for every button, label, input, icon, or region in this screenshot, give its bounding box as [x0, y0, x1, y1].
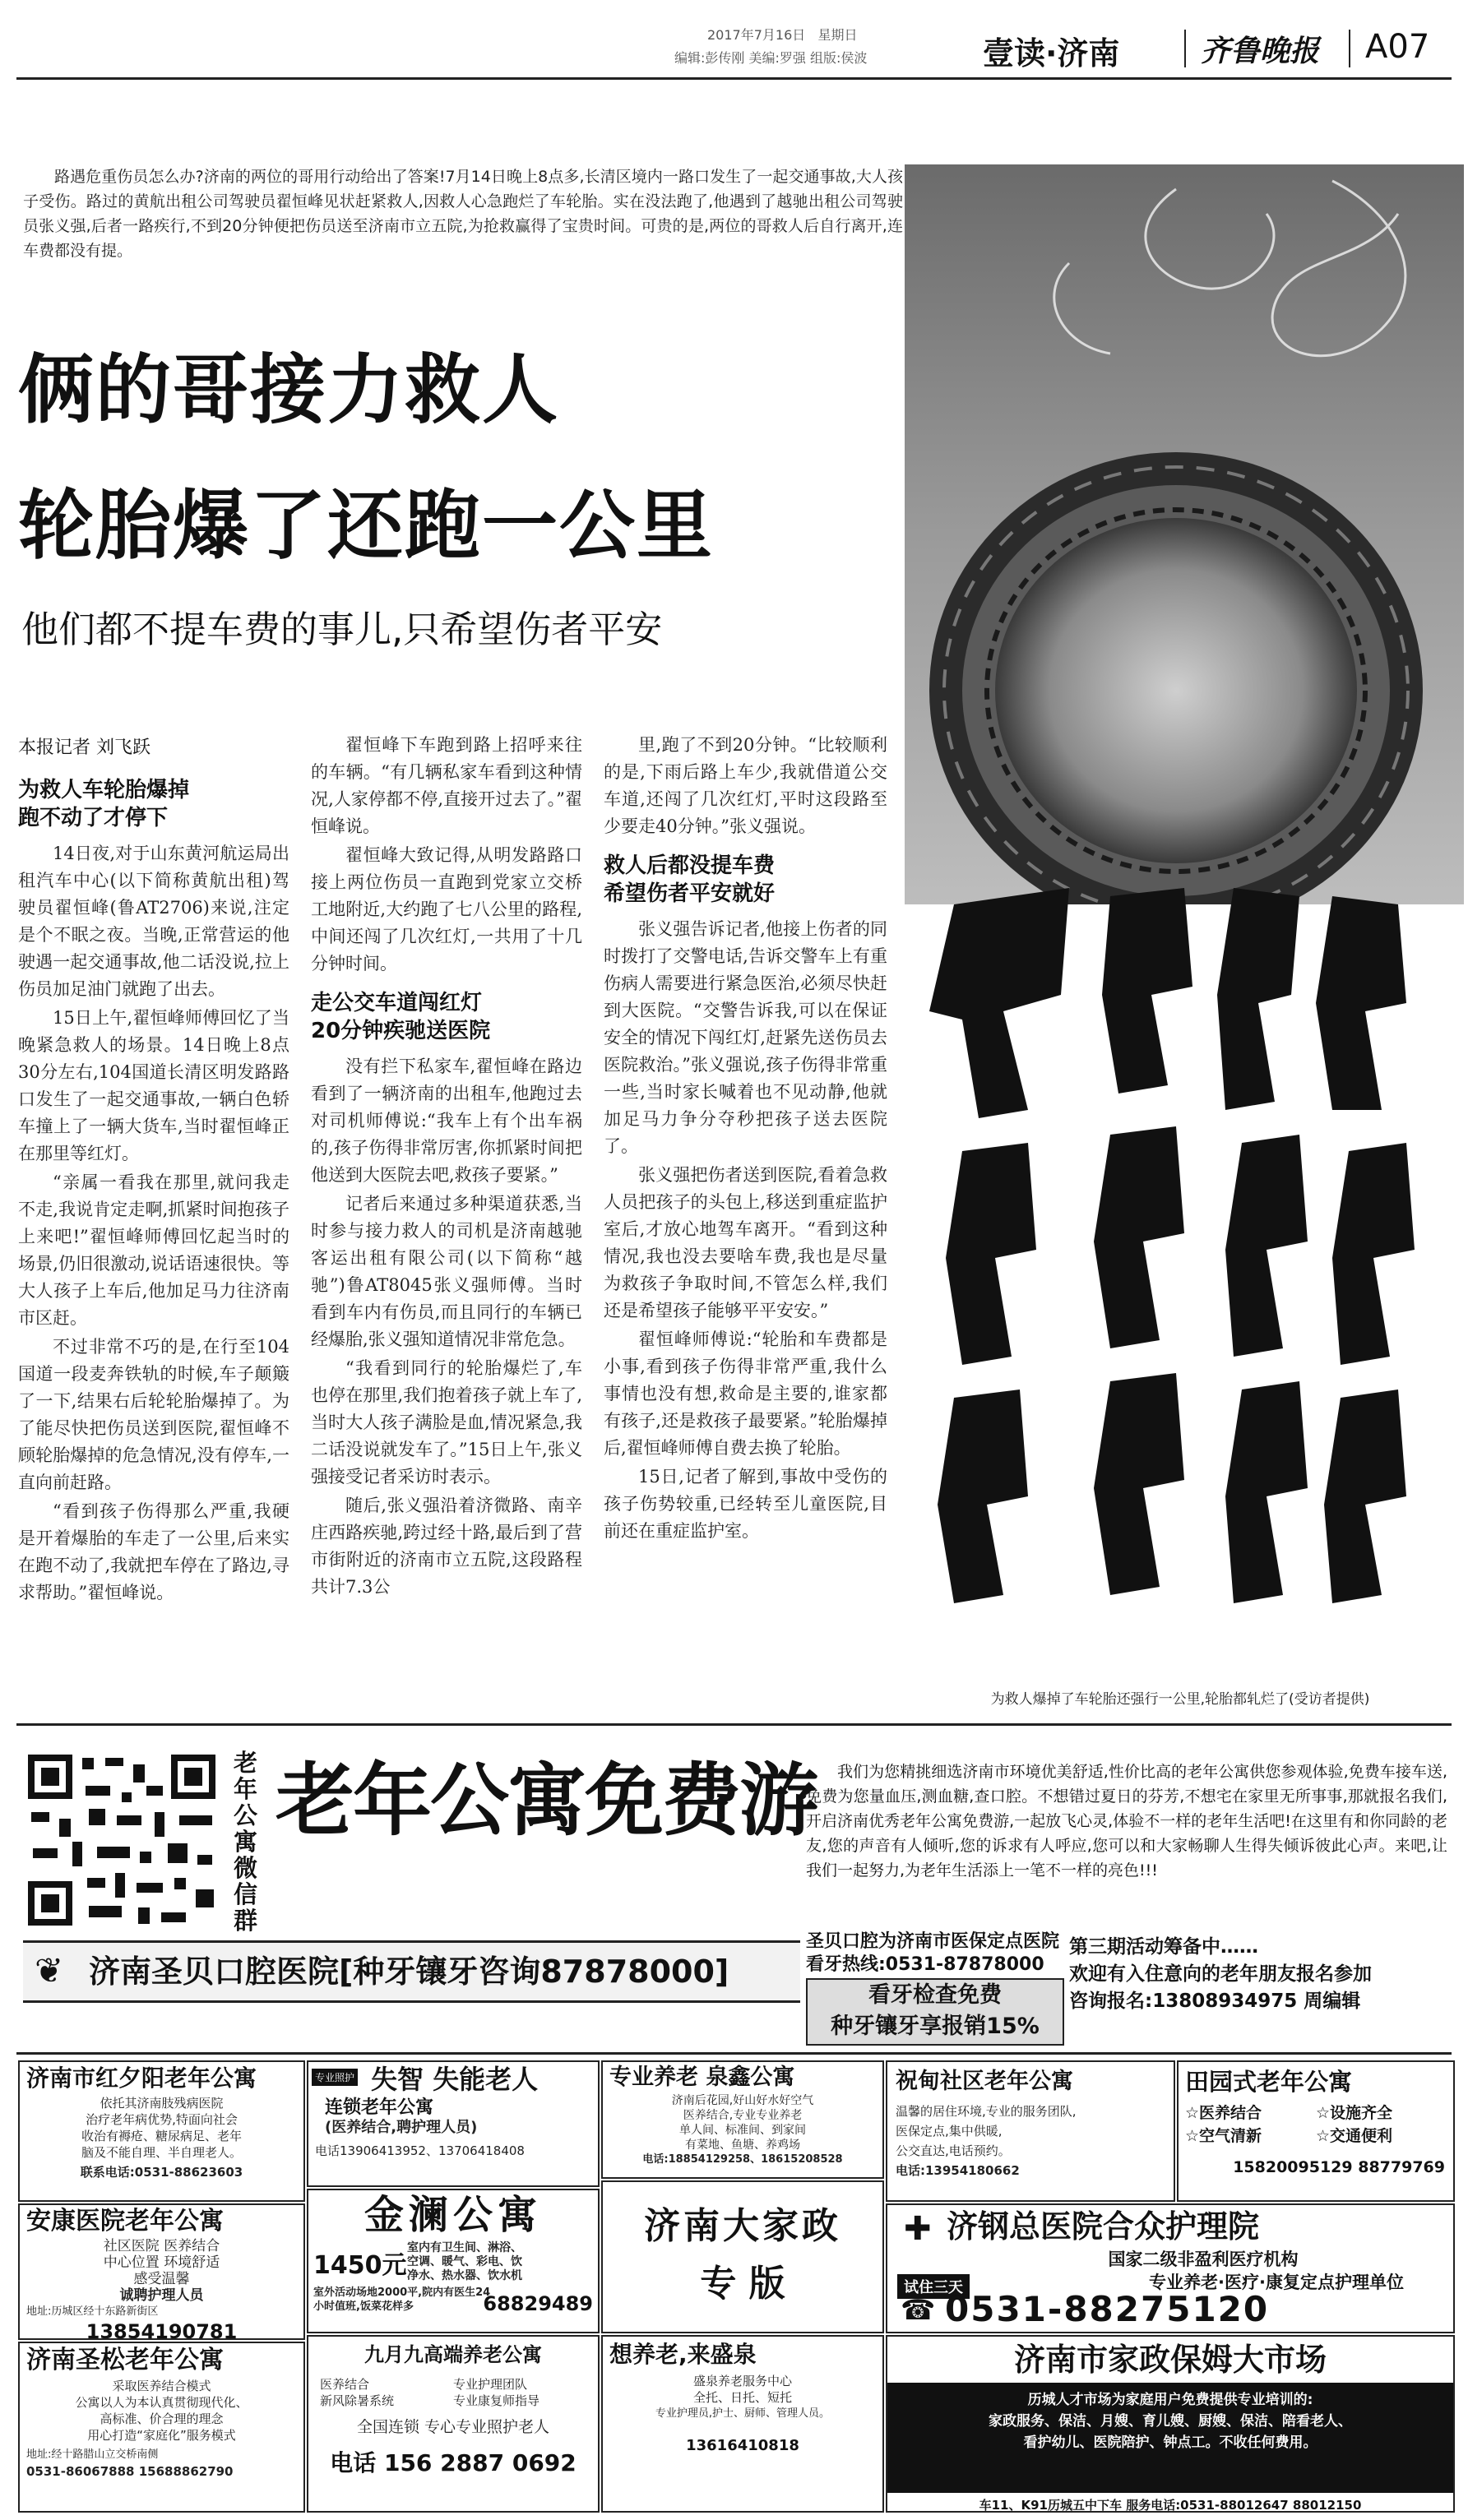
- column-2-paragraph: 翟恒峰大致记得,从明发路路口接上两位伤员一直跑到党家立交桥工地附近,大约跑了七八公里的路程,中间还闯了几次红灯,一共用了十几分钟时间。: [311, 845, 582, 973]
- paper-logo: 齐鲁晚报: [1201, 34, 1320, 68]
- qr-code: [23, 1750, 220, 1930]
- ad-quanxin-phone: 电话:18854129258、18615208528: [642, 2153, 843, 2166]
- ad-shengsong-line: 采取医养结合模式: [112, 2379, 211, 2393]
- headline-line2: 轮胎爆了还跑一公里: [18, 482, 715, 570]
- ad-ankang: [18, 2203, 305, 2340]
- column-1-subhead: 为救人车轮胎爆掉 跑不动了才停下: [18, 778, 190, 830]
- article-column-3: [604, 732, 887, 1547]
- ad-shizhi-tag: 专业照护: [312, 2069, 358, 2086]
- ad-tianyuan-line: ☆设施齐全: [1316, 2104, 1393, 2122]
- hospital-name: 济南圣贝口腔医院[种牙镶牙咨询87878000]: [89, 1954, 729, 1990]
- ad-ankang-title: 安康医院老年公寓: [26, 2207, 224, 2236]
- ad-gangzong-badge: 试住三天: [897, 2274, 970, 2299]
- ad-gangzong-title: 济钢总医院合众护理院: [947, 2208, 1260, 2245]
- ad-ankang-line: 社区医院 医养结合: [103, 2238, 220, 2254]
- column-2-subhead: 走公交车道闯红灯 20分钟疾驰送医院: [311, 991, 491, 1043]
- ad-hongxiayang-title: 济南市红夕阳老年公寓: [26, 2065, 257, 2092]
- ad-zhudian: [886, 2060, 1175, 2202]
- ad-gangzong-line: 专业养老·医疗·康复定点护理单位: [1149, 2273, 1404, 2292]
- ad-shengsong-phone: 0531-86067888 15688862790: [26, 2464, 234, 2479]
- header-divider: [1349, 30, 1350, 67]
- ad-jiujiu-line: 医养结合: [320, 2377, 370, 2392]
- column-3-subhead: 救人后都没提车费 希望伤者平安就好: [604, 853, 776, 906]
- ad-shizhi-title: 失智 失能老人: [371, 2064, 539, 2095]
- ad-jiujiu-slogan: 全国连锁 专心专业照护老人: [356, 2418, 550, 2436]
- ad-hongxiayang-phone: 联系电话:0531-88623603: [80, 2165, 243, 2180]
- ad-zhudian-line: 温馨的居住环境,专业的服务团队,: [896, 2104, 1077, 2119]
- ad-shizhi-phone: 电话13906413952、13706418408: [315, 2143, 525, 2158]
- ad-shengsong-line: 用心打造“家庭化”服务模式: [87, 2428, 236, 2443]
- ad-shengsong-title: 济南圣松老年公寓: [26, 2346, 224, 2374]
- column-2-paragraph: 记者后来通过多种渠道获悉,当时参与接力救人的司机是济南越驰客运出租有限公司(以下简称“越驰”)鲁AT8045张义强师傅。当时看到车内有伤员,而且同行的车辆已经爆胎,张义强知道情况非常危急。: [311, 1194, 582, 1349]
- ad-ankang-line: 中心位置 环境舒适: [103, 2254, 220, 2271]
- ad-hongxiayang-line: 脑及不能自理、半自理老人。: [81, 2145, 242, 2160]
- ad-jinlan-line: 室内有卫生间、淋浴、: [407, 2241, 522, 2254]
- ad-zhudian-line: 医保定点,集中供暖,: [896, 2124, 1003, 2139]
- column-3-paragraph: 里,跑了不到20分钟。“比较顺利的是,下雨后路上车少,我就借道公交车道,还闯了几次红灯,平时这段路至少要走40分钟。”张义强说。: [604, 735, 887, 836]
- ad-quanxin-line: 济南后花园,好山好水好空气: [671, 2094, 814, 2107]
- column-1-paragraph: 14日夜,对于山东黄河航运局出租汽车中心(以下简称黄航出租)驾驶员翟恒峰(鲁AT2706)来说,注定是个不眠之夜。当晚,正常营运的他驶遇一起交通事故,他二话没说,拉上伤员加足油门就跑了出去。: [18, 844, 289, 999]
- ad-body: 我们为您精挑细选济南市环境优美舒适,性价比高的老年公寓供您参观体验,免费车接车送,免费为您量血压,测血糖,查口腔。不想错过夏日的芬芳,不想宅在家里无所事事,那就报名我们,开启济南优秀老年公寓免费游,一起放飞心灵,体验不一样的老年生活吧!在这里有和你同龄的老友,您的声音有人倾听,您的诉求有人呼应,您可以和大家畅聊人生得失倾诉彼此心声。来吧,让我们一起努力,为老年生活添上一笔不一样的亮色!!!: [806, 1763, 1447, 1880]
- ad-ankang-line: 感受温馨: [133, 2271, 190, 2287]
- qr-icon: [23, 1750, 220, 1930]
- ad-tianyuan-line: ☆交通便利: [1316, 2127, 1393, 2145]
- article-column-2: [311, 732, 582, 1602]
- ad-baomu-line: 看护幼儿、医院陪护、钟点工。不收任何费用。: [1023, 2434, 1317, 2451]
- header-rule: [16, 77, 1452, 80]
- ad-ankang-line: 诚聘护理人员: [119, 2287, 204, 2304]
- byline: 本报记者 刘飞跃: [18, 738, 151, 758]
- ad-jinlan: [307, 2189, 600, 2333]
- ad-zhudian-title: 祝甸社区老年公寓: [896, 2069, 1073, 2094]
- ad-jinlan-line: 室外活动场地2000平,院内有医生24: [313, 2286, 491, 2299]
- column-3-paragraph: 15日,记者了解到,事故中受伤的孩子伤势较重,已经转至儿童医院,目前还在重症监护室。: [604, 1467, 887, 1541]
- ad-shengquan-title: 想养老,来盛泉: [609, 2341, 757, 2368]
- ad-jinlan-price: 1450元: [313, 2251, 407, 2280]
- ad-quanxin: [601, 2060, 884, 2179]
- ad-title: 老年公寓免费游: [276, 1755, 817, 1847]
- ad-quanxin-line: 有菜地、鱼塘、养鸡场: [685, 2139, 800, 2152]
- ad-ankang-phone: 13854190781: [86, 2320, 238, 2340]
- ad-shengsong: [18, 2342, 305, 2513]
- ad-hongxiayang: [18, 2060, 305, 2202]
- ad-hotline: 圣贝口腔为济南市医保定点医院 看牙热线:0531-87878000: [806, 1931, 1060, 1975]
- hospital-banner: [23, 1940, 800, 2003]
- column-2-paragraph: 翟恒峰下车跑到路上招呼来往的车辆。“有几辆私家车看到这种情况,人家停都不停,直接开过去了。”翟恒峰说。: [311, 735, 582, 836]
- headline-subtitle: 他们都不提车费的事儿,只希望伤者平安: [21, 608, 663, 651]
- ad-jiujiu: [307, 2335, 600, 2513]
- weekday: 星期日: [817, 27, 858, 43]
- ad-hongxiayang-line: 治疗老年病优势,特面向社会: [86, 2112, 238, 2127]
- ad-shizhi-sub: 连锁老年公寓: [325, 2097, 434, 2118]
- ad-quanxin-line: 医养结合,专业专业养老: [683, 2109, 803, 2122]
- ad-jiujiu-line: 专业康复师指导: [453, 2393, 540, 2408]
- ad-baomu: [886, 2335, 1455, 2513]
- ad-shengquan-line: 全托、日托、短托: [692, 2390, 792, 2405]
- ad-shengsong-line: 公寓以人为本认真贯彻现代化、: [75, 2395, 248, 2410]
- lede: 路遇危重伤员怎么办?济南的两位的哥用行动给出了答案!7月14日晚上8点多,长清区境内一路口发生了一起交通事故,大人孩子受伤。路过的黄航出租公司驾驶员翟恒峰见状赶紧救人,因救人心急跑烂了车轮胎。实在没法跑了,他遇到了越驰出租公司驾驶员张义强,后者一路疾行,不到20分钟便把伤员送至济南市立五院,为抢救赢得了宝贵时间。可贵的是,两位的哥救人后自行离开,连车费都没有提。: [23, 168, 903, 260]
- section-name: 壹读·济南: [983, 35, 1120, 72]
- column-3-paragraph: 张义强把伤者送到医院,看着急救人员把孩子的头包上,移送到重症监护室后,才放心地驾车离开。“看到这种情况,我也没去要啥车费,我也是尽量为救孩子争取时间,不管怎么样,我们还是希望孩子能够平平安安。”: [604, 1165, 887, 1320]
- ad-tianyuan-line: ☆医养结合: [1185, 2104, 1262, 2122]
- ad-quanxin-title: 专业养老 泉鑫公寓: [609, 2065, 795, 2090]
- ad-bottom-rule: [16, 2052, 1452, 2055]
- ad-jiujiu-title: 九月九高端养老公寓: [364, 2343, 542, 2366]
- notice-line-2: 欢迎有入住意向的老年朋友报名参加: [1069, 1963, 1372, 1985]
- ad-quanxin-line: 单人间、标准间、到家间: [679, 2124, 806, 2137]
- ad-shengsong-line: 高标准、价合理的理念: [100, 2411, 224, 2426]
- article-bottom-rule: [16, 1723, 1452, 1726]
- ad-shengquan: [601, 2335, 884, 2513]
- column-1-paragraph: 不过非常不巧的是,在行至104国道一段麦奔铁轨的时候,车子颠簸了一下,结果右后轮轮胎爆掉了。为了能尽快把伤员送到医院,翟恒峰不顾轮胎爆掉的危急情况,没有停车,一直向前赶路。: [18, 1337, 289, 1492]
- ad-shengquan-phone: 13616410818: [686, 2437, 799, 2454]
- ad-zhudian-phone: 电话:13954180662: [896, 2163, 1020, 2178]
- ad-jiazheng-title: 济南大家政: [644, 2205, 841, 2247]
- column-2-paragraph: “我看到同行的轮胎爆烂了,车也停在那里,我们抱着孩子就上车了,当时大人孩子满脸是血,情况紧急,我二话没说就发车了。”15日上午,张义强接受记者采访时表示。: [311, 1358, 582, 1487]
- ad-jiazheng: [601, 2180, 884, 2333]
- column-2-paragraph: 没有拦下私家车,翟恒峰在路边看到了一辆济南的出租车,他跑过去对司机师傅说:“我车上有个出车祸的,孩子伤得非常厉害,你抓紧时间把他送到大医院去吧,救孩子要紧。”: [311, 1057, 582, 1185]
- header-date: [707, 25, 858, 44]
- phone-icon: ☎: [901, 2294, 936, 2327]
- column-3-paragraph: 张义强告诉记者,他接上伤者的同时拨打了交警电话,告诉交警车上有重伤病人需要进行紧急医治,必须尽快赶到大医院。“交警告诉我,可以在保证安全的情况下闯红灯,赶紧先送伤员去医院救治。”张义强说,孩子伤得非常重一些,当时家长喊着也不见动静,他就加足马力争分夺秒把孩子送去医院了。: [604, 919, 887, 1156]
- tire-illustration: [905, 164, 1464, 1702]
- promo-box: [806, 1978, 1064, 2046]
- ad-jinlan-phone: 68829489: [483, 2292, 593, 2315]
- ad-hongxiayang-line: 依托其济南肢残病医院: [100, 2096, 224, 2111]
- article-column-1: [18, 765, 289, 1608]
- header-divider: [1184, 30, 1186, 67]
- ad-jiujiu-line: 专业护理团队: [453, 2377, 528, 2392]
- cross-logo-icon: ✚: [904, 2210, 932, 2248]
- ad-shengsong-address: 地址:经十路腊山立交桥南侧: [26, 2448, 159, 2461]
- ad-jiujiu-line: 新风除暑系统: [320, 2393, 395, 2408]
- column-3-paragraph: 翟恒峰师傅说:“轮胎和车费都是小事,看到孩子伤得非常严重,我什么事情也没有想,救命是主要的,谁家都有孩子,还是救孩子最要紧。”轮胎爆掉后,翟恒峰师傅自费去换了轮胎。: [604, 1329, 887, 1458]
- ad-gangzong: [886, 2203, 1455, 2333]
- headline-line1: 俩的哥接力救人: [18, 346, 560, 434]
- ad-baomu-title: 济南市家政保姆大市场: [887, 2337, 1453, 2383]
- ad-zhudian-line: 公交直达,电话预约。: [896, 2143, 1011, 2158]
- column-1-paragraph: “亲属一看我在那里,就问我走不走,我说肯定走啊,抓紧时间抱孩子上来吧!”翟恒峰师傅回忆起当时的场景,仍旧很激动,说话语速很快。等大人孩子上车后,他加足马力往济南市区赶。: [18, 1172, 289, 1328]
- photo-caption: 为救人爆掉了车轮胎还强行一公里,轮胎都轧烂了(受访者提供): [990, 1691, 1370, 1708]
- ad-jinlan-line: 净水、热水器、饮水机: [407, 2269, 522, 2282]
- ad-jinlan-line: 空调、暖气、彩电、饮: [407, 2255, 522, 2268]
- ad-baomu-phone: 车11、K91历城五中下车 服务电话:0531-88012647 88012150: [887, 2493, 1453, 2513]
- qr-label: 老年公寓微信群: [234, 1749, 258, 1935]
- ad-shengquan-line: 专业护理员,护士、厨师、管理人员。: [655, 2407, 831, 2420]
- ad-tianyuan-title: 田园式老年公寓: [1185, 2068, 1353, 2096]
- ad-ankang-address: 地址:历城区经十东路新街区: [26, 2305, 159, 2318]
- ad-baomu-line: 家政服务、保洁、月嫂、育儿嫂、厨嫂、保洁、陪看老人、: [989, 2413, 1352, 2430]
- page-number: A07: [1365, 28, 1430, 66]
- ad-baomu-line: 历城人才市场为家庭用户免费提供专业培训的:: [1027, 2392, 1313, 2408]
- ad-shizhi-line: (医养结合,聘护理人员): [325, 2119, 478, 2136]
- ad-hongxiayang-line: 收治有褥疮、糖尿病足、老年: [81, 2129, 242, 2143]
- header-editors: 编辑:彭传刚 美编:罗强 组版:侯波: [674, 50, 868, 66]
- ad-tianyuan-line: ☆空气清新: [1185, 2127, 1262, 2145]
- date: 2017年7月16日: [707, 27, 806, 43]
- column-1-paragraph: “看到孩子伤得那么严重,我硬是开着爆胎的车走了一公里,后来实在跑不动了,我就把车停在了路边,寻求帮助。”翟恒峰说。: [18, 1501, 289, 1602]
- notice-line-1: 第三期活动筹备中……: [1069, 1936, 1258, 1958]
- column-1-paragraph: 15日上午,翟恒峰师傅回忆了当晚紧急救人的场景。14日晚上8点30分左右,104国道长清区明发路路口发生了一起交通事故,一辆白色轿车撞上了一辆大货车,当时翟恒峰正在那里等红灯。: [18, 1008, 289, 1163]
- ad-shengquan-line: 盛泉养老服务中心: [692, 2374, 792, 2388]
- event-notice: [1069, 1934, 1456, 2015]
- ad-tianyuan: [1177, 2060, 1455, 2202]
- column-2-paragraph: 随后,张义强沿着济微路、南辛庄西路疾驰,跨过经十路,最后到了营市街附近的济南市立五院,这段路程共计7.3公: [311, 1496, 582, 1597]
- ad-tianyuan-phone: 15820095129 88779769: [1233, 2158, 1445, 2176]
- ad-jiujiu-phone: 电话 156 2887 0692: [330, 2449, 577, 2476]
- ad-jinlan-line: 小时值班,饭菜花样多: [313, 2300, 414, 2313]
- ad-jinlan-title: 金澜公寓: [364, 2192, 542, 2238]
- ad-jiazheng-sub: 专 版: [700, 2263, 785, 2305]
- ad-shizhi: [307, 2060, 600, 2187]
- promo-line-1: 看牙检查免费: [868, 1982, 1002, 2008]
- signup-line: 咨询报名:13808934975 周编辑: [1069, 1991, 1361, 2012]
- shell-logo-icon: ❦: [35, 1950, 64, 1991]
- ad-gangzong-phone: 0531-88275120: [945, 2289, 1270, 2329]
- ad-gangzong-sub: 国家二级非盈利医疗机构: [1108, 2250, 1299, 2269]
- tire-photo: [905, 164, 1464, 1702]
- promo-line-2: 种牙镶牙享报销15%: [831, 2014, 1040, 2039]
